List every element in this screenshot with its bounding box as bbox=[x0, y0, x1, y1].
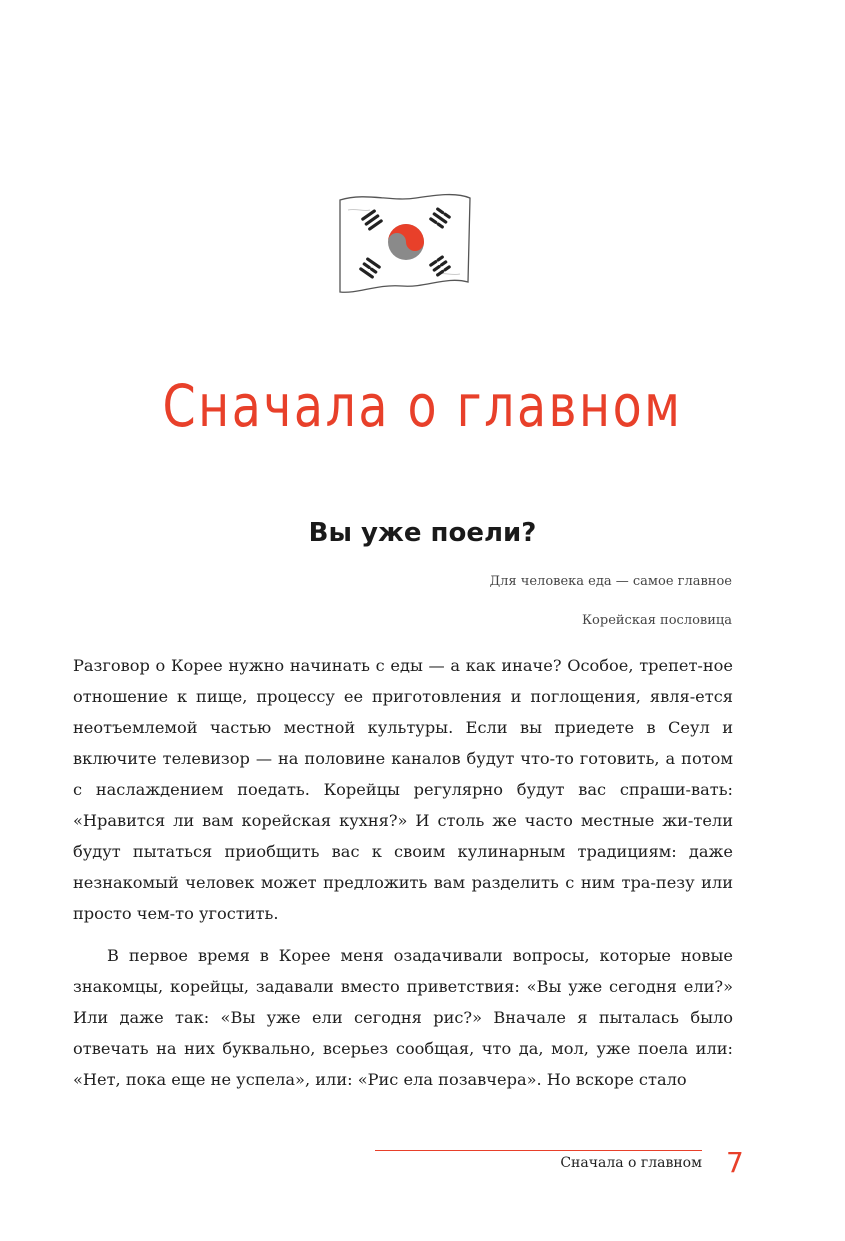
section-title: Вы уже поели? bbox=[308, 518, 537, 548]
footer-divider bbox=[375, 1150, 702, 1151]
page-number: 7 bbox=[726, 1146, 744, 1179]
epigraph-quote: Для человека еда — самое главное bbox=[489, 574, 732, 589]
epigraph-source: Корейская пословица bbox=[581, 613, 732, 628]
body-paragraph: Разговор о Корее нужно начинать с еды — а как иначе? Особое, трепет-ное отношение к пище, процессу ее приготовления и поглощения, явля-ется неотъемлемой частью местной культуры. Если вы приедете в Сеул и включите телевизор — на половине каналов будут что-то готовить, а потом с наслаждением поедать. Корейцы регулярно будут вас спраши-вать: «Нравится ли вам корейская кухня?» И столь же часто местные жи-тели будут пытаться приобщить вас к своим кулинарным традициям: даже незнакомый человек может предложить вам разделить с ним тра-пезу или просто чем-то угостить. bbox=[73, 656, 733, 923]
running-title: Сначала о главном bbox=[560, 1155, 702, 1171]
chapter-title: Сначала о главном bbox=[162, 372, 683, 440]
korean-flag-icon bbox=[336, 190, 474, 300]
body-paragraph: В первое время в Корее меня озадачивали вопросы, которые новые знакомцы, корейцы, задавали вместо приветствия: «Вы уже сегодня ели?» Или даже так: «Вы уже ели сегодня рис?» Вначале я пыталась было отвечать на них буквально, всерьез сообщая, что да, мол, уже поела или: «Нет, пока еще не успела», или: «Рис ела позавчера». Но вскоре стало bbox=[73, 946, 733, 1089]
